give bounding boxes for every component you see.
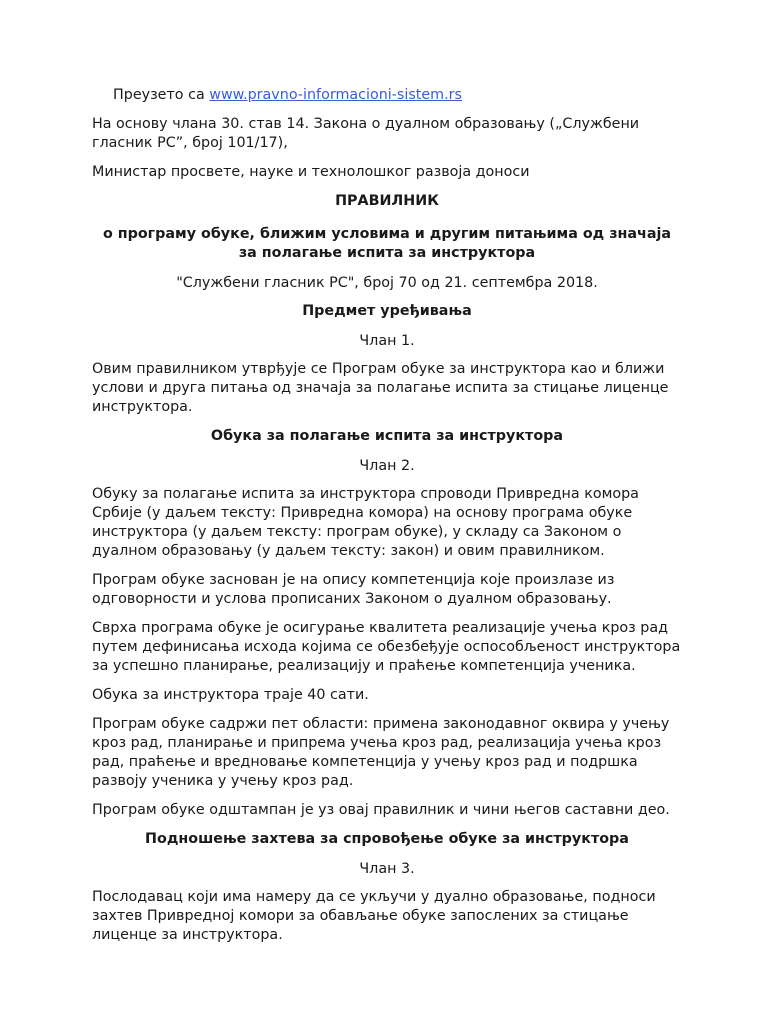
- preamble-line: На основу члана 30. став 14. Закона о дуалном образовању („Службени: [92, 116, 640, 132]
- paragraph-line: Србије (у даљем тексту: Привредна комора) на основу програма обуке: [92, 505, 633, 521]
- paragraph-line: инструктора (у даљем тексту: програм обуке), у складу са Законом о: [92, 524, 622, 540]
- section-heading: Обука за полагање испита за инструктора: [210, 428, 564, 444]
- article-number: Члан 2.: [359, 458, 415, 474]
- paragraph: [92, 801, 682, 820]
- paragraph: [92, 571, 682, 609]
- paragraph-line: Сврха програма обуке је осигурање квалитета реализације учења кроз рад: [92, 620, 669, 636]
- paragraph: [92, 715, 682, 791]
- paragraph: [92, 360, 682, 417]
- paragraph-line: Послодавац који има намеру да се укључи у дуално образовање, подноси: [92, 889, 656, 905]
- gazette-reference: "Службени гласник РС", број 70 од 21. септембра 2018.: [176, 275, 598, 291]
- minister-line: Министар просвете, науке и технолошког развоја доноси: [92, 164, 530, 180]
- paragraph: [92, 485, 682, 561]
- document-subtitle: [92, 225, 682, 263]
- paragraph-line: дуалном образовању (у даљем тексту: закон) и овим правилником.: [92, 543, 605, 559]
- paragraph: [92, 888, 682, 945]
- paragraph-line: Програм обуке садржи пет области: примена законодавног оквира у учењу: [92, 716, 670, 732]
- source-link[interactable]: www.pravno-informacioni-sistem.rs: [209, 87, 462, 103]
- paragraph-line: кроз рад, планирање и припрема учења кроз рад, реализација учења кроз: [92, 735, 662, 751]
- paragraph-line: Обуку за полагање испита за инструктора спроводи Привредна комора: [92, 486, 639, 502]
- section-heading: Подношење захтева за спровођење обуке за инструктора: [145, 831, 629, 847]
- paragraph-line: развоју ученика у учењу кроз рад.: [92, 773, 354, 789]
- preamble-line: гласник РС”, број 101/17),: [92, 135, 288, 151]
- source-line: [92, 86, 682, 105]
- paragraph: [92, 619, 682, 676]
- section-heading: Предмет уређивања: [302, 303, 472, 319]
- article-number: Члан 3.: [359, 861, 415, 877]
- subtitle-line: за полагање испита за инструктора: [238, 245, 536, 261]
- paragraph-line: захтев Привредној комори за обављање обуке запослених за стицање: [92, 908, 629, 924]
- preamble: [92, 115, 682, 153]
- paragraph-line: рад, праћење и вредновање компетенција у учењу кроз рад и подршка: [92, 754, 638, 770]
- paragraph-line: Програм обуке заснован је на опису компетенција које произлазе из: [92, 572, 615, 588]
- paragraph-line: одговорности и услова прописаних Законом о дуалном образовању.: [92, 591, 612, 607]
- article-number: Члан 1.: [359, 333, 415, 349]
- paragraph-line: лиценце за инструктора.: [92, 927, 283, 943]
- paragraph-line: Овим правилником утврђује се Програм обуке за инструктора као и ближи: [92, 361, 665, 377]
- source-prefix: Преузето са: [113, 87, 210, 103]
- paragraph-line: инструктора.: [92, 399, 193, 415]
- document-title: ПРАВИЛНИК: [335, 193, 439, 209]
- paragraph-line: путем дефинисања исхода којима се обезбеђује оспособљеност инструктора: [92, 639, 681, 655]
- document-body: [92, 86, 682, 955]
- paragraph-line: Програм обуке одштампан је уз овај правилник и чини његов саставни део.: [92, 802, 670, 818]
- paragraph-line: услови и друга питања од значаја за полагање испита за стицање лиценце: [92, 380, 669, 396]
- paragraph-line: Обука за инструктора траје 40 сати.: [92, 687, 369, 703]
- paragraph: [92, 686, 682, 705]
- subtitle-line: о програму обуке, ближим условима и другим питањима од значаја: [102, 226, 672, 242]
- paragraph-line: за успешно планирање, реализацију и праћење компетенција ученика.: [92, 658, 636, 674]
